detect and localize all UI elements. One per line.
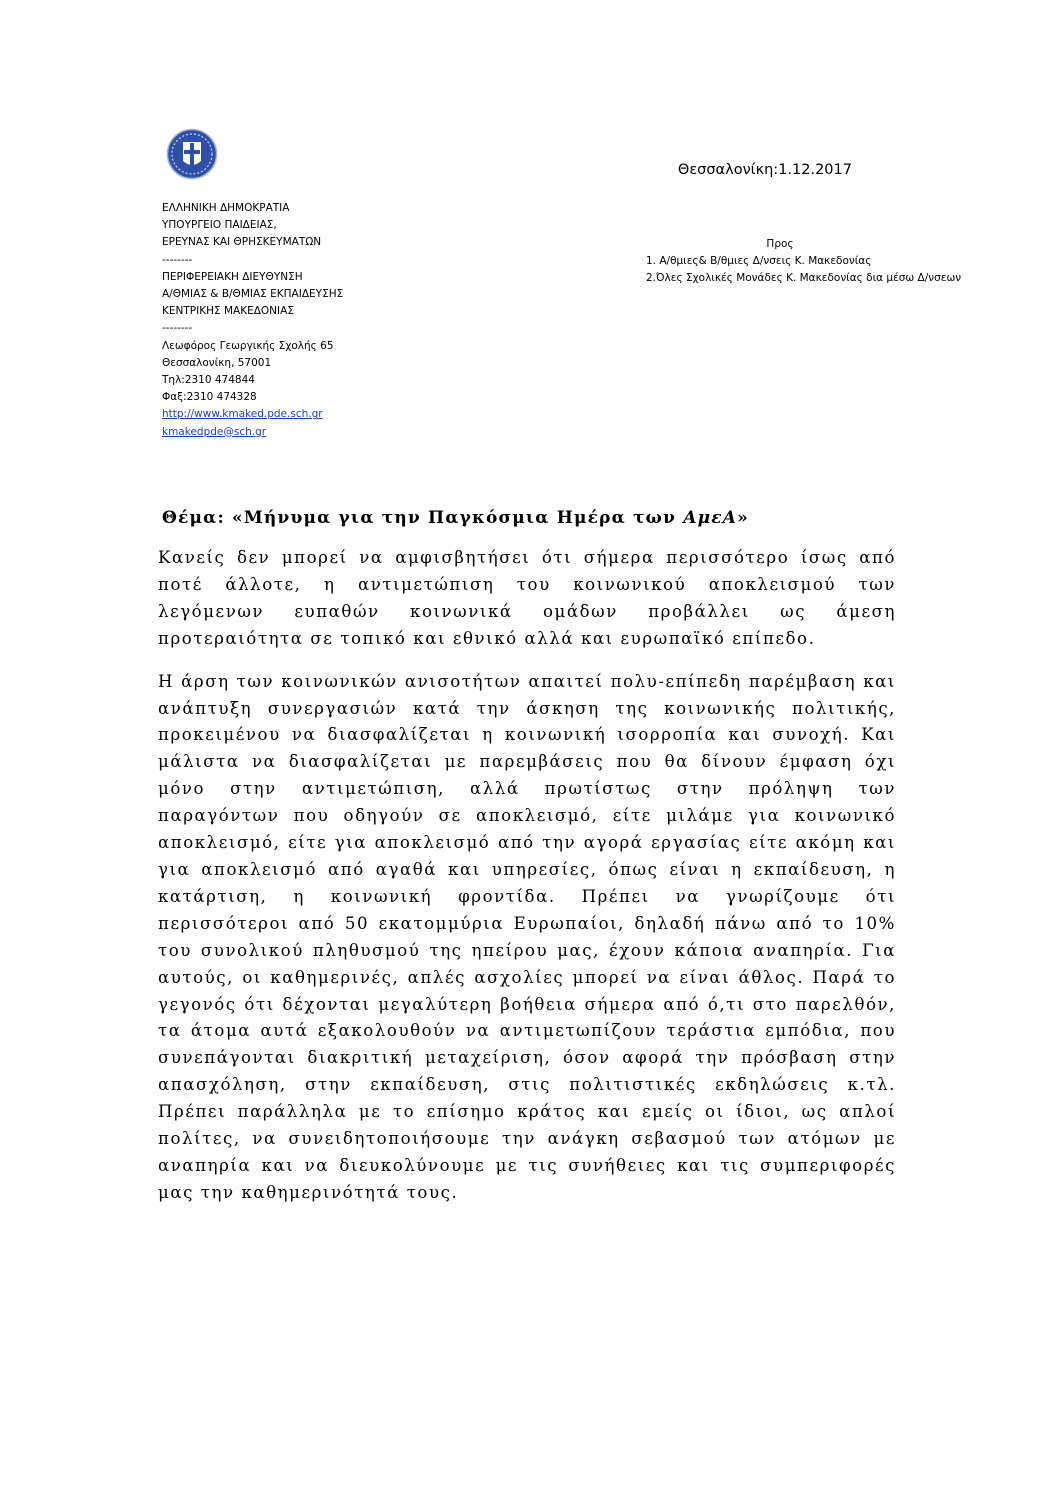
- sender-phone: Τηλ:2310 474844: [162, 374, 255, 387]
- letter-date: Θεσσαλονίκη:1.12.2017: [677, 162, 852, 178]
- email-link[interactable]: kmakedpde@sch.gr: [162, 425, 267, 438]
- sender-line: Α/ΘΜΙΑΣ & Β/ΘΜΙΑΣ ΕΚΠΑΙΔΕΥΣΗΣ: [162, 288, 344, 301]
- greek-republic-emblem-icon: [166, 128, 218, 180]
- recipient-line: 2.Όλες Σχολικές Μονάδες Κ. Μακεδονίας δια μέσω Δ/νσεων: [646, 272, 962, 284]
- body-paragraph: Κανείς δεν μπορεί να αμφισβητήσει ότι σήμερα περισσότερο ίσως από ποτέ άλλοτε, η αντιμετώπιση του κοινωνικού αποκλεισμού των λεγόμενων ευπαθών κοινωνικά ομάδων προβάλλει ως άμεση προτεραιότητα σε τοπικό και εθνικό αλλά και ευρωπαϊκό επίπεδο.: [158, 548, 896, 648]
- sender-line: ΥΠΟΥΡΓΕΙΟ ΠΑΙΔΕΙΑΣ,: [162, 219, 277, 232]
- website-link[interactable]: http://www.kmaked.pde.sch.gr: [162, 408, 323, 421]
- sender-separator: --------: [162, 322, 193, 335]
- recipients-block: [560, 236, 980, 287]
- sender-city: Θεσσαλονίκη, 57001: [162, 356, 272, 369]
- sender-address: Λεωφόρος Γεωργικής Σχολής 65: [162, 339, 334, 352]
- recipient-line: 1. Α/θμιες& Β/θμιες Δ/νσεις Κ. Μακεδονίας: [646, 255, 872, 267]
- body-paragraph: Η άρση των κοινωνικών ανισοτήτων απαιτεί πολυ-επίπεδη παρέμβαση και ανάπτυξη συνεργασιών κατά την άσκηση της κοινωνικής πολιτικής, προκειμένου να διασφαλίζεται η κοινωνική ισορροπία και συνοχή. Και μάλιστα να διασφαλίζεται με παρεμβάσεις που θα δίνουν έμφαση όχι μόνο στην αντιμετώπιση, αλλά πρωτίστως στην πρόληψη των παραγόντων που οδηγούν σε αποκλεισμό, είτε μιλάμε για κοινωνικό αποκλεισμό, είτε για αποκλεισμό από την αγορά εργασίας είτε ακόμη και για αποκλεισμό από αγαθά και υπηρεσίες, όπως είναι η εκπαίδευση, η κατάρτιση, η κοινωνική φροντίδα. Πρέπει να γνωρίζουμε ότι περισσότεροι από 50 εκατομμύρια Ευρωπαίοι, δηλαδή πάνω από το 10% του συνολικού πληθυσμού της ηπείρου μας, έχουν κάποια αναπηρία. Για αυτούς, οι καθημερινές, απλές ασχολίες μπορεί να είναι άθλος. Παρά το γεγονός ότι δέχονται μεγαλύτερη βοήθεια σήμερα από ό,τι στο παρελθόν, τα άτομα αυτά εξακολουθούν να αντιμετωπίζουν τεράστια εμπόδια, που συνεπάγονται διακριτική μεταχείριση, όσον αφορά την πρόσβαση στην απασχόληση, στην εκπαίδευση, στις πολιτιστικές εκδηλώσεις κ.τλ. Πρέπει παράλληλα με το επίσημο κράτος και εμείς οι ίδιοι, ως απλοί πολίτες, να συνειδητοποιήσουμε την ανάγκη σεβασμού των ατόμων με αναπηρία και να διευκολύνουμε με τις συνήθειες και τις συμπεριφορές μας την καθημερινότητά τους.: [158, 671, 896, 1202]
- subject-emphasis: ΑμεΑ: [683, 508, 738, 528]
- sender-fax: Φαξ:2310 474328: [162, 391, 257, 404]
- sender-line: ΠΕΡΙΦΕΡΕΙΑΚΗ ΔΙΕΥΘΥΝΣΗ: [162, 270, 303, 283]
- to-label: Προς: [766, 238, 794, 250]
- sender-line: ΕΡΕΥΝΑΣ ΚΑΙ ΘΡΗΣΚΕΥΜΑΤΩΝ: [162, 236, 322, 249]
- sender-line: ΚΕΝΤΡΙΚΗΣ ΜΑΚΕΔΟΝΙΑΣ: [162, 305, 294, 318]
- sender-separator: --------: [162, 253, 193, 266]
- sender-block: [162, 200, 462, 441]
- letter-body: [158, 545, 896, 1223]
- subject-prefix: Θέμα: «Μήνυμα για την Παγκόσμια Ημέρα των: [162, 508, 684, 528]
- subject-suffix: »: [737, 508, 749, 528]
- subject-line: [162, 508, 902, 528]
- sender-line: ΕΛΛΗΝΙΚΗ ΔΗΜΟΚΡΑΤΙΑ: [162, 202, 290, 214]
